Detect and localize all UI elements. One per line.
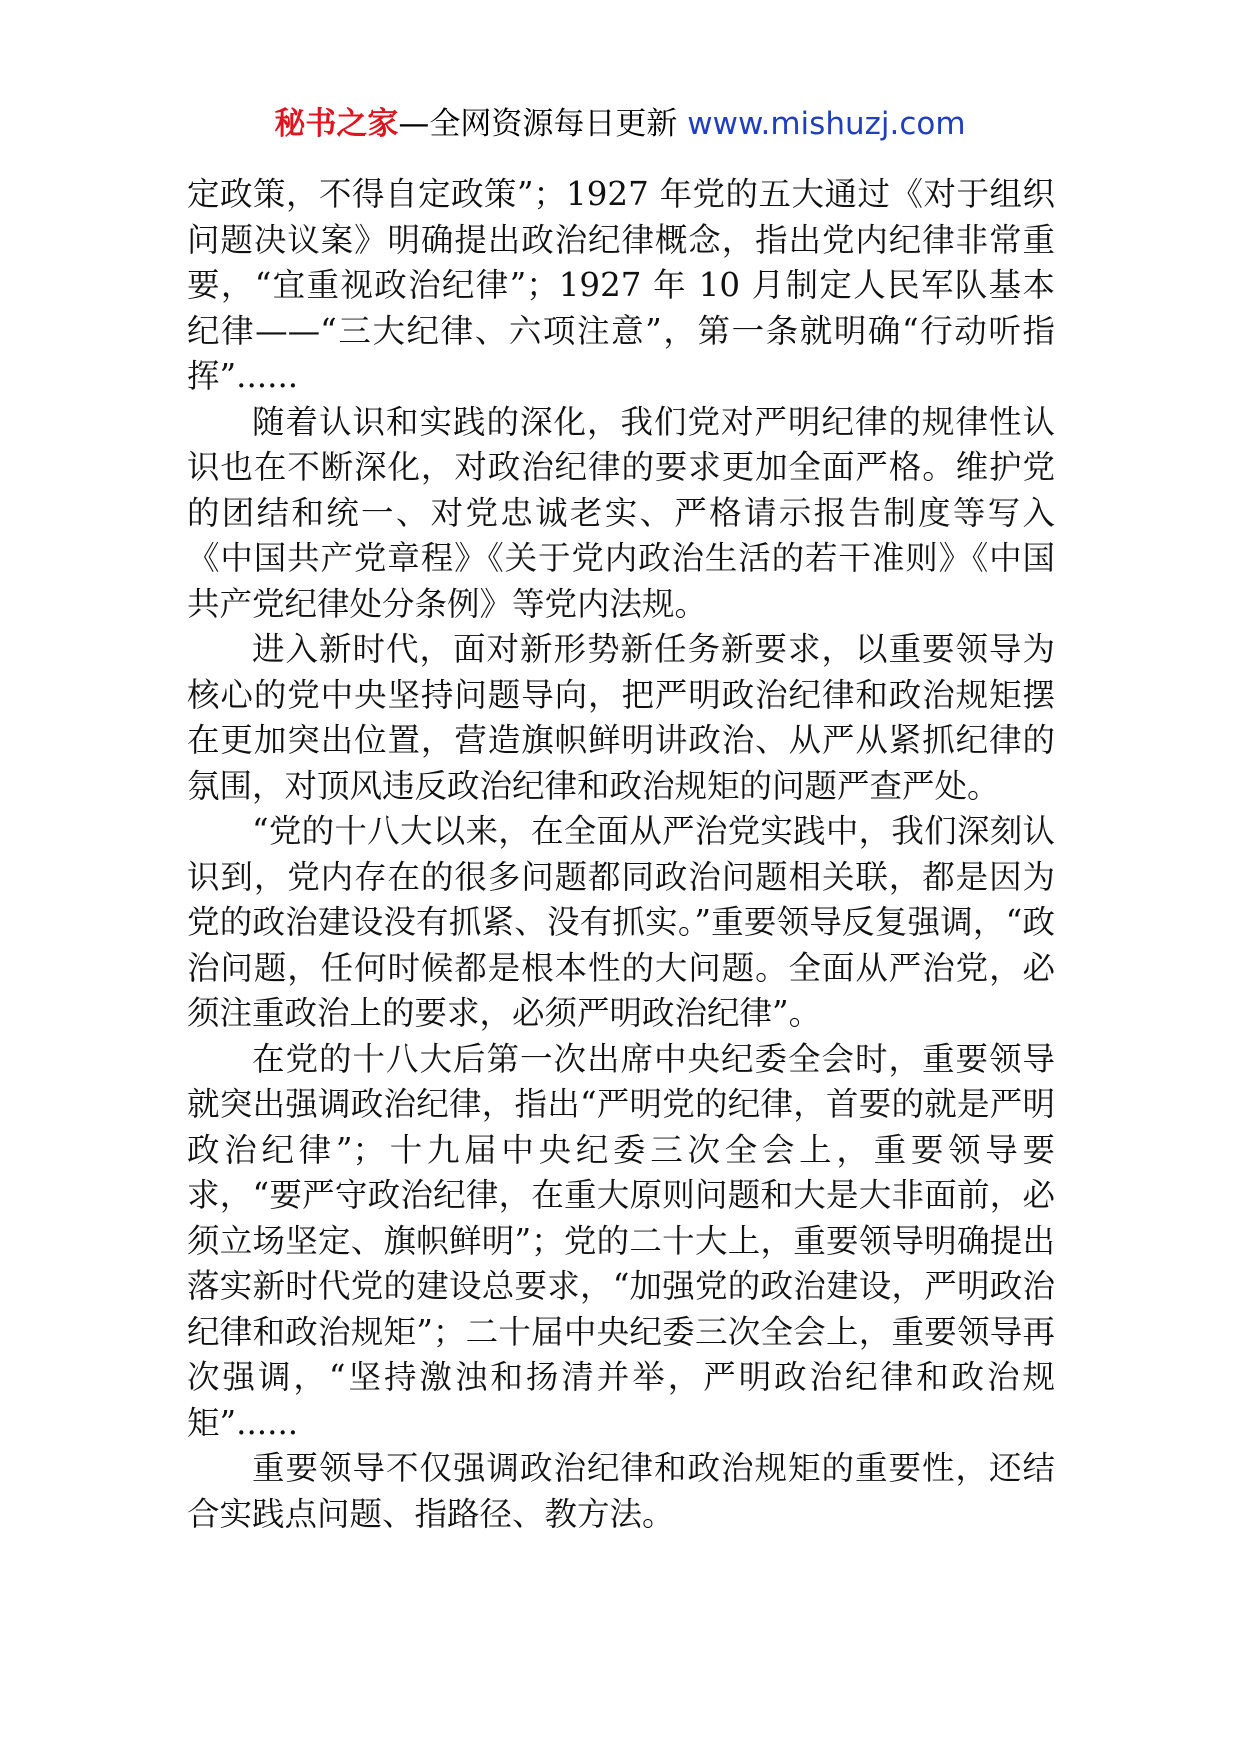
brand-name: 秘书之家 bbox=[274, 106, 399, 142]
paragraph-1: 定政策，不得自定政策”；1927 年党的五大通过《对于组织问题决议案》明确提出政治纪律概念，指出党内纪律非常重要，“宜重视政治纪律”；1927 年 10 月制定人民军队基本纪律——“三大纪律、六项注意”，第一条就明确“行动听指挥”...... bbox=[187, 175, 1055, 395]
paragraph-3: 进入新时代，面对新形势新任务新要求，以重要领导为核心的党中央坚持问题导向，把严明政治纪律和政治规矩摆在更加突出位置，营造旗帜鲜明讲政治、从严从紧抓纪律的氛围，对顶风违反政治纪律和政治规矩的问题严查严处。 bbox=[187, 630, 1055, 805]
page-header bbox=[0, 100, 1240, 148]
paragraph-2: 随着认识和实践的深化，我们党对严明纪律的规律性认识也在不断深化，对政治纪律的要求更加全面严格。维护党的团结和统一、对党忠诚老实、严格请示报告制度等写入《中国共产党章程》《关于党内政治生活的若干准则》《中国共产党纪律处分条例》等党内法规。 bbox=[187, 402, 1055, 623]
document-body bbox=[187, 172, 1055, 1537]
paragraph-4: “党的十八大以来，在全面从严治党实践中，我们深刻认识到，党内存在的很多问题都同政治问题相关联，都是因为党的政治建设没有抓紧、没有抓实。”重要领导反复强调，“政治问题，任何时候都是根本性的大问题。全面从严治党，必须注重政治上的要求，必须严明政治纪律”。 bbox=[187, 812, 1055, 1032]
header-tagline: —全网资源每日更新 bbox=[398, 106, 688, 142]
paragraph-5: 在党的十八大后第一次出席中央纪委全会时，重要领导就突出强调政治纪律，指出“严明党的纪律，首要的就是严明政治纪律”；十九届中央纪委三次全会上，重要领导要求，“要严守政治纪律，在重大原则问题和大是大非面前，必须立场坚定、旗帜鲜明”；党的二十大上，重要领导明确提出落实新时代党的建设总要求，“加强党的政治建设，严明政治纪律和政治规矩”；二十届中央纪委三次全会上，重要领导再次强调，“坚持激浊和扬清并举，严明政治纪律和政治规矩”...... bbox=[187, 1039, 1055, 1442]
paragraph-6: 重要领导不仅强调政治纪律和政治规矩的重要性，还结合实践点问题、指路径、教方法。 bbox=[187, 1449, 1055, 1533]
website-link[interactable]: www.mishuzj.com bbox=[687, 106, 966, 142]
